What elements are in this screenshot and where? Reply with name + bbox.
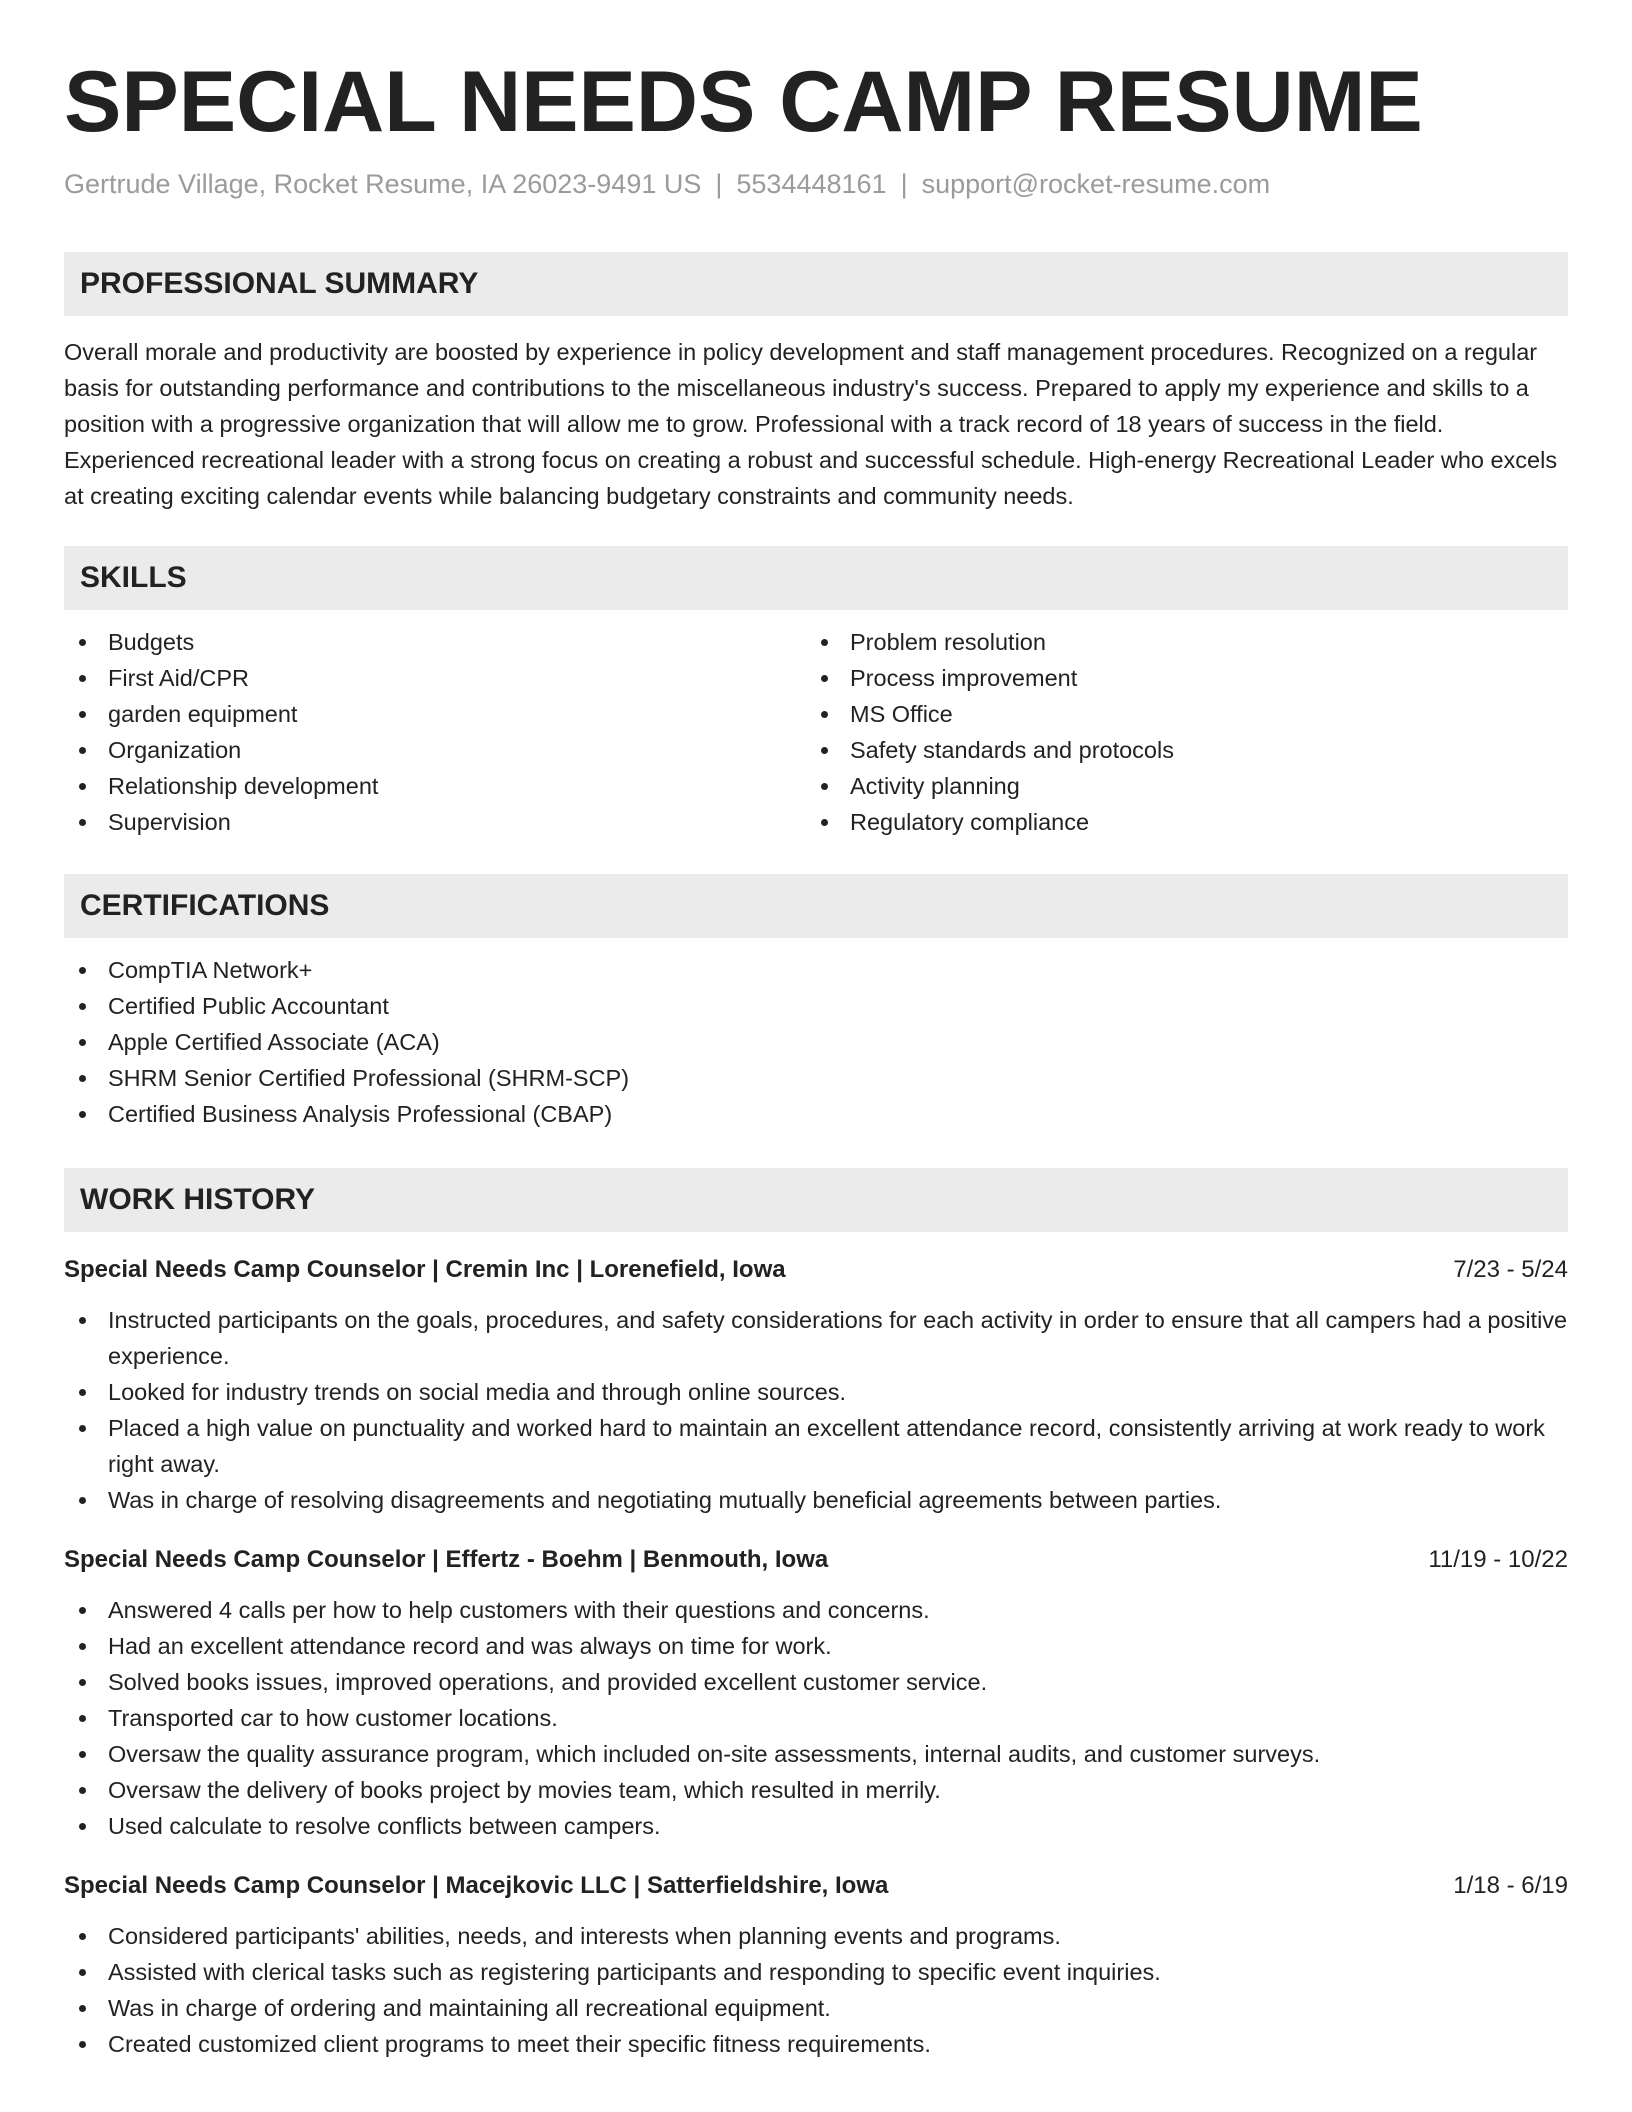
certifications-list: [64, 952, 1568, 1132]
work-history-section: [64, 1168, 1568, 2062]
contact-email: support@rocket-resume.com: [921, 169, 1271, 199]
list-item: Was in charge of resolving disagreements and negotiating mutually beneficial agreements between parties.: [64, 1482, 1568, 1518]
skills-list-left: [64, 624, 806, 840]
job-dates: 1/18 - 6/19: [1453, 1872, 1568, 1899]
resume-page: [64, 0, 1568, 2057]
list-item: Organization: [64, 732, 806, 768]
job-title: Special Needs Camp Counselor | Cremin Inc | Lorenefield, Iowa: [64, 1256, 786, 1283]
list-item: MS Office: [806, 696, 1548, 732]
list-item: Assisted with clerical tasks such as registering participants and responding to specific event inquiries.: [64, 1954, 1568, 1990]
skills-columns: [64, 624, 1568, 840]
certifications-section: [64, 874, 1568, 1132]
contact-phone: 5534448161: [736, 169, 887, 199]
resume-title: SPECIAL NEEDS CAMP RESUME: [64, 54, 1423, 150]
list-item: Looked for industry trends on social media and through online sources.: [64, 1374, 1568, 1410]
list-item: Transported car to how customer locations.: [64, 1700, 1568, 1736]
summary-section: [64, 252, 1568, 514]
list-item: Had an excellent attendance record and was always on time for work.: [64, 1628, 1568, 1664]
job-header: [64, 1252, 1568, 1288]
list-item: Problem resolution: [806, 624, 1548, 660]
list-item: Certified Business Analysis Professional (CBAP): [64, 1096, 1568, 1132]
list-item: Regulatory compliance: [806, 804, 1548, 840]
skills-section: [64, 546, 1568, 840]
job-dates: 7/23 - 5/24: [1453, 1256, 1568, 1283]
job-bullets: [64, 1302, 1568, 1518]
contact-separator: |: [715, 169, 723, 199]
list-item: Solved books issues, improved operations, and provided excellent customer service.: [64, 1664, 1568, 1700]
list-item: Was in charge of ordering and maintaining all recreational equipment.: [64, 1990, 1568, 2026]
contact-separator: |: [900, 169, 908, 199]
certifications-heading: CERTIFICATIONS: [64, 874, 1568, 938]
list-item: Instructed participants on the goals, procedures, and safety considerations for each activity in order to ensure that all campers had a positive experience.: [64, 1302, 1568, 1374]
list-item: Certified Public Accountant: [64, 988, 1568, 1024]
job-header: [64, 1868, 1568, 1904]
list-item: Safety standards and protocols: [806, 732, 1548, 768]
list-item: Oversaw the delivery of books project by movies team, which resulted in merrily.: [64, 1772, 1568, 1808]
list-item: Answered 4 calls per how to help customers with their questions and concerns.: [64, 1592, 1568, 1628]
job-dates: 11/19 - 10/22: [1428, 1546, 1568, 1573]
list-item: SHRM Senior Certified Professional (SHRM-SCP): [64, 1060, 1568, 1096]
job-title: Special Needs Camp Counselor | Effertz - Boehm | Benmouth, Iowa: [64, 1546, 829, 1573]
list-item: Relationship development: [64, 768, 806, 804]
contact-address: Gertrude Village, Rocket Resume, IA 26023-9491 US: [64, 169, 702, 199]
summary-heading: PROFESSIONAL SUMMARY: [64, 252, 1568, 316]
job-bullets: [64, 1918, 1568, 2062]
list-item: Process improvement: [806, 660, 1548, 696]
list-item: First Aid/CPR: [64, 660, 806, 696]
job-entry: [64, 1542, 1568, 1844]
summary-text: Overall morale and productivity are boosted by experience in policy development and staff management procedures. Recognized on a regular basis for outstanding performance and contributions to the miscellaneous industry's success. Prepared to apply my experience and skills to a position with a progressive organization that will allow me to grow. Professional with a track record of 18 years of success in the field. Experienced recreational leader with a strong focus on creating a robust and successful schedule. High-energy Recreational Leader who excels at creating exciting calendar events while balancing budgetary constraints and community needs.: [64, 339, 1558, 509]
list-item: Apple Certified Associate (ACA): [64, 1024, 1568, 1060]
list-item: Used calculate to resolve conflicts between campers.: [64, 1808, 1568, 1844]
skills-list-right: [806, 624, 1548, 840]
list-item: Created customized client programs to meet their specific fitness requirements.: [64, 2026, 1568, 2062]
job-title: Special Needs Camp Counselor | Macejkovic LLC | Satterfieldshire, Iowa: [64, 1872, 889, 1899]
skills-heading: SKILLS: [64, 546, 1568, 610]
list-item: Considered participants' abilities, needs, and interests when planning events and programs.: [64, 1918, 1568, 1954]
list-item: Supervision: [64, 804, 806, 840]
job-bullets: [64, 1592, 1568, 1844]
list-item: garden equipment: [64, 696, 806, 732]
list-item: Oversaw the quality assurance program, which included on-site assessments, internal audits, and customer surveys.: [64, 1736, 1568, 1772]
work-history-heading: WORK HISTORY: [64, 1168, 1568, 1232]
job-header: [64, 1542, 1568, 1578]
list-item: CompTIA Network+: [64, 952, 1568, 988]
job-entry: [64, 1252, 1568, 1518]
job-entry: [64, 1868, 1568, 2062]
list-item: Budgets: [64, 624, 806, 660]
contact-line: [64, 166, 1568, 202]
list-item: Activity planning: [806, 768, 1548, 804]
list-item: Placed a high value on punctuality and worked hard to maintain an excellent attendance record, consistently arriving at work ready to work right away.: [64, 1410, 1568, 1482]
